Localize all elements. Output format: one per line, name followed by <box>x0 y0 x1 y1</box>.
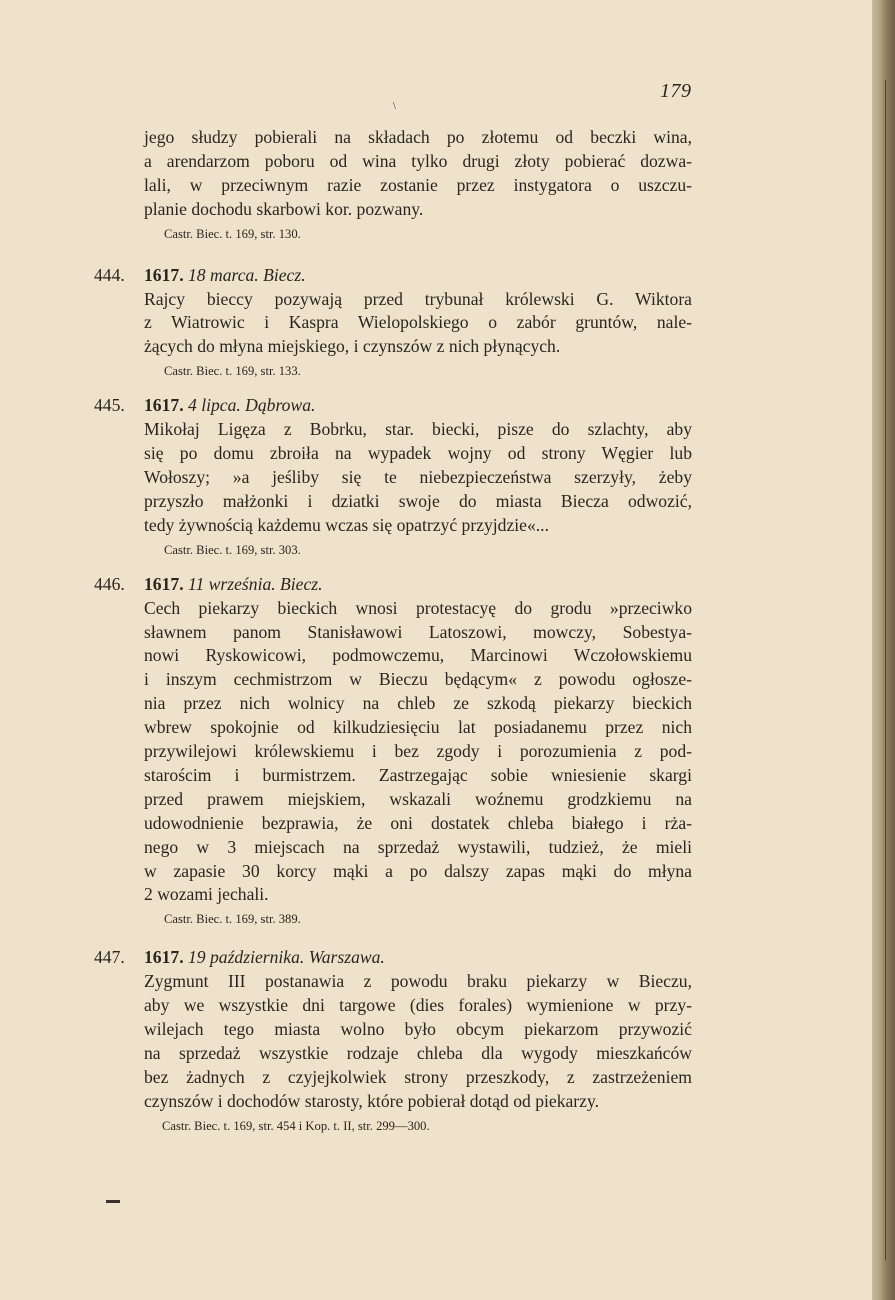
entry-year: 1617. <box>144 395 184 416</box>
text-line: z Wiatrowic i Kaspra Wielopolskiego o zabór gruntów, nale- <box>144 312 692 333</box>
entry-text <box>144 288 692 360</box>
text-line: czynszów i dochodów starosty, które pobierał dotąd od piekarzy. <box>144 1090 600 1111</box>
text-line: planie dochodu skarbowi kor. pozwany. <box>144 198 424 219</box>
text-line: Rajcy bieccy pozywają przed trybunał królewski G. Wiktora <box>144 288 692 309</box>
source-citation: Castr. Biec. t. 169, str. 133. <box>164 364 301 379</box>
text-line: lali, w przeciwnym razie zostanie przez instygatora o uszczu- <box>144 174 692 195</box>
text-line: Mikołaj Ligęza z Bobrku, star. biecki, pisze do szlachty, aby <box>144 419 692 440</box>
entry-text <box>144 418 692 538</box>
text-line: się po domu zbroiła na wypadek wojny od strony Węgier lub <box>144 443 692 464</box>
text-line: nego w 3 miejscach na sprzedaż wystawili, tudzież, że mieli <box>144 836 692 857</box>
entry-year: 1617. <box>144 573 184 594</box>
text-line: a arendarzom poboru od wina tylko drugi złoty pobierać dozwa- <box>144 150 692 171</box>
text-line: przed prawem miejskiem, wskazali woźnemu grodzkiemu na <box>144 788 692 809</box>
text-line: i inszym cechmistrzom w Bieczu będącym« z powodu ogłosze- <box>144 669 692 690</box>
entry-number: 445. <box>94 395 125 416</box>
entry-number: 446. <box>94 573 125 594</box>
text-line: Zygmunt III postanawia z powodu braku piekarzy w Bieczu, <box>144 971 692 992</box>
entry-445 <box>94 394 692 558</box>
text-line: sławnem panom Stanisławowi Latoszowi, mowczy, Sobestya- <box>144 621 692 642</box>
page-number: 179 <box>660 80 692 102</box>
print-mark: \ <box>393 101 396 112</box>
entry-date-place: 19 października. Warszawa. <box>188 947 385 968</box>
page-edge-shadow <box>872 0 895 1300</box>
text-line: wbrew spokojnie od kilkudziesięciu lat posiadanemu przez nich <box>144 717 692 738</box>
source-citation: Castr. Biec. t. 169, str. 389. <box>164 912 301 927</box>
text-line: żących do młyna miejskiego, i czynszów z nich płynących. <box>144 336 561 357</box>
text-line: 2 wozami jechali. <box>144 884 269 905</box>
source-citation: Castr. Biec. t. 169, str. 454 i Kop. t. II, str. 299—300. <box>162 1118 430 1133</box>
entry-number: 444. <box>94 264 125 285</box>
text-line: udowodnienie bezprawia, że oni dostatek chleba białego i rża- <box>144 812 692 833</box>
text-line: aby we wszystkie dni targowe (dies forales) wymienione w przy- <box>144 995 692 1016</box>
entry-heading <box>144 573 692 597</box>
entry-text <box>144 597 692 908</box>
text-line: tedy żywnością każdemu wczas się opatrzyć przyjdzie«... <box>144 514 549 535</box>
entry-date-place: 11 września. Biecz. <box>188 573 323 594</box>
text-line: nowi Ryskowicowi, podmowczemu, Marcinowi Wczołowskiemu <box>144 645 692 666</box>
intro-paragraph <box>144 126 692 222</box>
text-line: starościm i burmistrzem. Zastrzegając sobie wniesienie skargi <box>144 764 692 785</box>
text-line: jego słudzy pobierali na składach po złotemu od beczki wina, <box>144 127 692 147</box>
text-line: nia przez nich wolnicy na chleb ze szkodą piekarzy bieckich <box>144 693 692 714</box>
printer-dash <box>106 1200 120 1203</box>
text-line: Cech piekarzy bieckich wnosi protestacyę do grodu »przeciwko <box>144 597 692 618</box>
entry-444 <box>94 264 692 381</box>
entry-date-place: 4 lipca. Dąbrowa. <box>188 395 316 416</box>
entry-heading <box>144 264 692 288</box>
text-line: w zapasie 30 korcy mąki a po dalszy zapas mąki do młyna <box>144 860 692 881</box>
text-line: bez żadnych z czyjejkolwiek strony przeszkody, z zastrzeżeniem <box>144 1066 692 1087</box>
source-citation: Castr. Biec. t. 169, str. 130. <box>164 226 301 241</box>
entry-447 <box>94 946 692 1134</box>
entry-number: 447. <box>94 947 125 968</box>
text-line: Wołoszy; »a jeśliby się te niebezpieczeństwa szerzyły, żeby <box>144 466 692 487</box>
entry-date-place: 18 marca. Biecz. <box>188 264 306 285</box>
page-content <box>94 126 692 1135</box>
entry-heading <box>144 394 692 418</box>
entry-heading <box>144 946 692 970</box>
page-fold-line <box>885 80 886 1260</box>
source-citation: Castr. Biec. t. 169, str. 303. <box>164 542 301 557</box>
entry-446 <box>94 573 692 929</box>
entry-year: 1617. <box>144 947 184 968</box>
text-line: na sprzedaż wszystkie rodzaje chleba dla wygody mieszkańców <box>144 1043 692 1063</box>
entry-year: 1617. <box>144 264 184 285</box>
text-line: przywilejowi królewskiemu i bez zgody i porozumienia z pod- <box>144 741 692 762</box>
text-line: przyszło małżonki i dziatki swoje do miasta Biecza odwozić, <box>144 490 692 511</box>
entry-text <box>144 970 692 1113</box>
text-line: wilejach tego miasta wolno było obcym piekarzom przywozić <box>144 1019 692 1040</box>
